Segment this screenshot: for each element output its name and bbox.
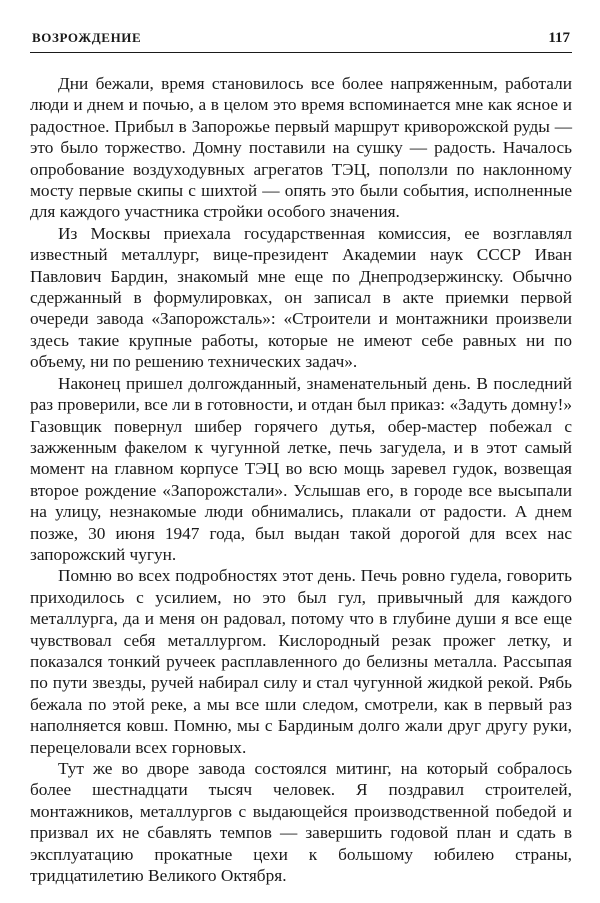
paragraph: Тут же во дворе завода состоялся митинг, на который собралось более шестнадцати тысяч человек. Я поздравил строителей, монтажников, металлургов с выдающейся производственной победой и призвал их не сбавлять темпов — завершить годовой план и сдать в эксплуатацию прокатные цехи к большому юбилею страны, тридцатилетию Великого Октября.	[30, 759, 572, 886]
paragraph: Дни бежали, время становилось все более напряженным, работали люди и днем и почью, а в целом это время вспоминается мне как ясное и радостное. Прибыл в Запорожье первый маршрут криворожской руды — это было торжество. Домну поставили на сушку — радость. Началось опробование воздуходувных агрегатов ТЭЦ, поползли по наклонному мосту первые скипы с шихтой — опять это были события, исполненные для каждого участника стройки особого значения.	[30, 74, 572, 222]
paragraph: Помню во всех подробностях этот день. Печь ровно гудела, говорить приходилось с усилием, но это был гул, привычный для каждого металлурга, да и меня он радовал, потому что в глубине души я все еще чувствовал себя металлургом. Кислородный резак прожег летку, и показался тонкий ручеек расплавленного до белизны металла. Рассыпая по пути звезды, ручей набирал силу и стал чугунной жидкой рекой. Рябь бежала по этой реке, а мы все шли следом, смотрели, как в первый раз наполняется ковш. Помню, мы с Бардиным долго жали друг другу руки, перецеловали всех горновых.	[30, 566, 572, 757]
page-number: 117	[548, 30, 570, 46]
paragraph: Наконец пришел долгожданный, знаменательный день. В последний раз проверили, все ли в готовности, и отдан был приказ: «Задуть домну!» Газовщик повернул шибер горячего дутья, обер-мастер побежал с зажженным факелом к чугунной летке, печь загудела, и в этот самый момент на главном корпусе ТЭЦ во всю мощь заревел гудок, возвещая второе рождение «Запорожстали». Услышав его, в городе все высыпали на улицу, незнакомые люди обнимались, плакали от радости. А днем позже, 30 июня 1947 года, был выдан такой дорогой для всех нас запорожский чугун.	[30, 373, 572, 564]
paragraph: Из Москвы приехала государственная комиссия, ее возглавлял известный металлург, вице-президент Академии наук СССР Иван Павлович Бардин, знакомый мне еще по Днепродзержинску. Обычно сдержанный в формулировках, он записал в акте приемки первой очереди завода «Запорожсталь»: «Строители и монтажники произвели здесь такие крупные работы, которые не имеют себе равных ни по объему, ни по решению технических задач».	[30, 223, 572, 372]
body-text	[30, 73, 572, 886]
running-header	[30, 30, 572, 53]
book-page	[30, 30, 572, 886]
section-title: ВОЗРОЖДЕНИЕ	[32, 30, 142, 45]
